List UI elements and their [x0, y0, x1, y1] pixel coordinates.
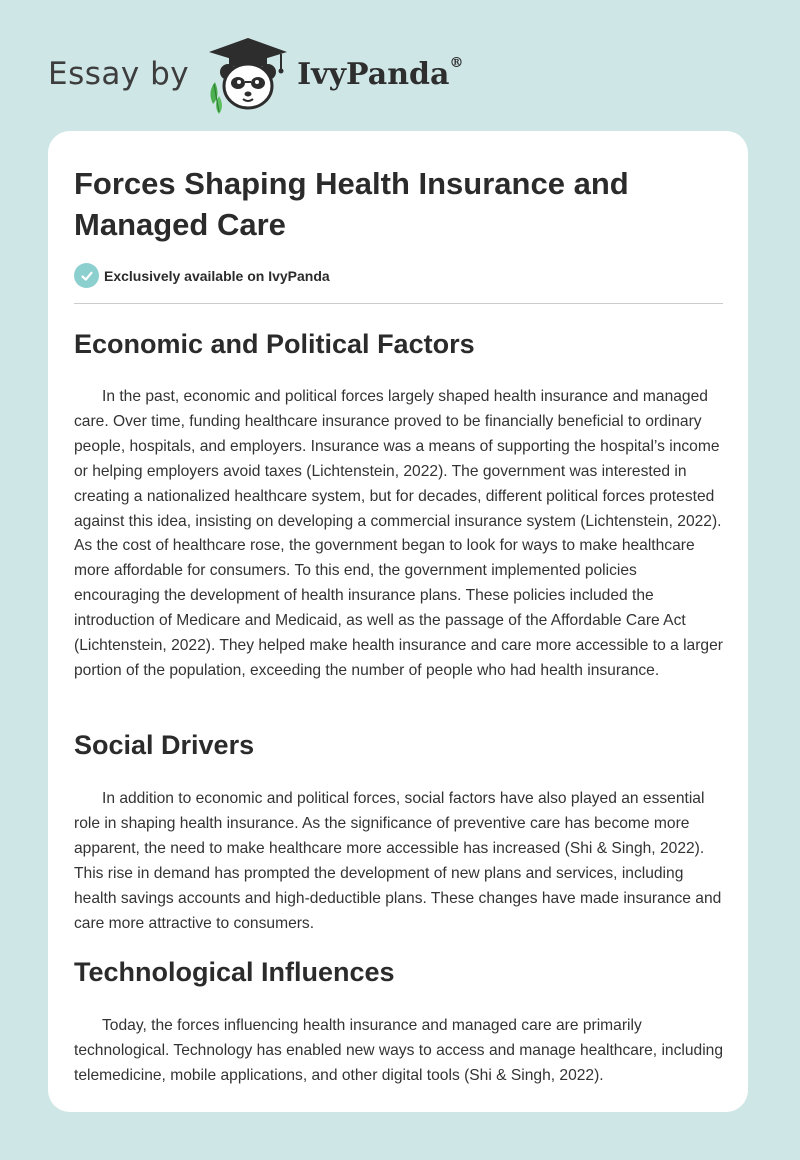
check-circle-icon [74, 263, 99, 288]
brand-name[interactable]: IvyPanda® [297, 54, 464, 92]
ivypanda-logo-icon[interactable] [203, 34, 293, 114]
section-text-technological: Today, the forces influencing health insurance and managed care are primarily technological. Technology has enabled new ways to access and manage healthcare, including telemedicine, mobile applications, and other digital tools (Shi & Singh, 2022). [74, 1017, 724, 1084]
exclusive-badge [74, 263, 330, 288]
essay-by-label: Essay by [48, 56, 190, 92]
section-heading-social: Social Drivers [74, 730, 255, 760]
page-title: Forces Shaping Health Insurance and Managed Care [74, 166, 629, 242]
site-header [48, 34, 463, 114]
section-heading-technological: Technological Influences [74, 957, 395, 987]
divider [74, 303, 723, 304]
section-text-social: In addition to economic and political forces, social factors have also played an essential role in shaping health insurance. As the significance of preventive care has become more apparent, the need to make healthcare more accessible has increased (Shi & Singh, 2022). This rise in demand has prompted the development of new plans and services, including health savings accounts and high-deductible plans. These changes have made insurance and care more attractive to consumers. [74, 790, 722, 932]
section-heading-economic: Economic and Political Factors [74, 329, 475, 359]
registered-mark: ® [449, 54, 464, 71]
section-text-economic: In the past, economic and political forces largely shaped health insurance and managed care. Over time, funding healthcare insurance proved to be financially beneficial to ordinary people, hospitals, and employers. Insurance was a means of supporting the hospital’s income or helping employers avoid taxes (Lichtenstein, 2022). The government was interested in creating a nationalized healthcare system, but for decades, different political forces protested against this idea, insisting on developing a commercial insurance system (Lichtenstein, 2022). As the cost of healthcare rose, the government began to look for ways to make healthcare more affordable for consumers. To this end, the government implemented policies encouraging the development of health insurance plans. These policies included the introduction of Medicare and Medicaid, as well as the passage of the Affordable Care Act (Lichtenstein, 2022). They helped make health insurance and care more accessible to a larger portion of the population, exceeding the number of people who had health insurance. [74, 388, 723, 679]
exclusive-badge-label: Exclusively available on IvyPanda [104, 267, 330, 284]
essay-card [48, 131, 748, 1112]
